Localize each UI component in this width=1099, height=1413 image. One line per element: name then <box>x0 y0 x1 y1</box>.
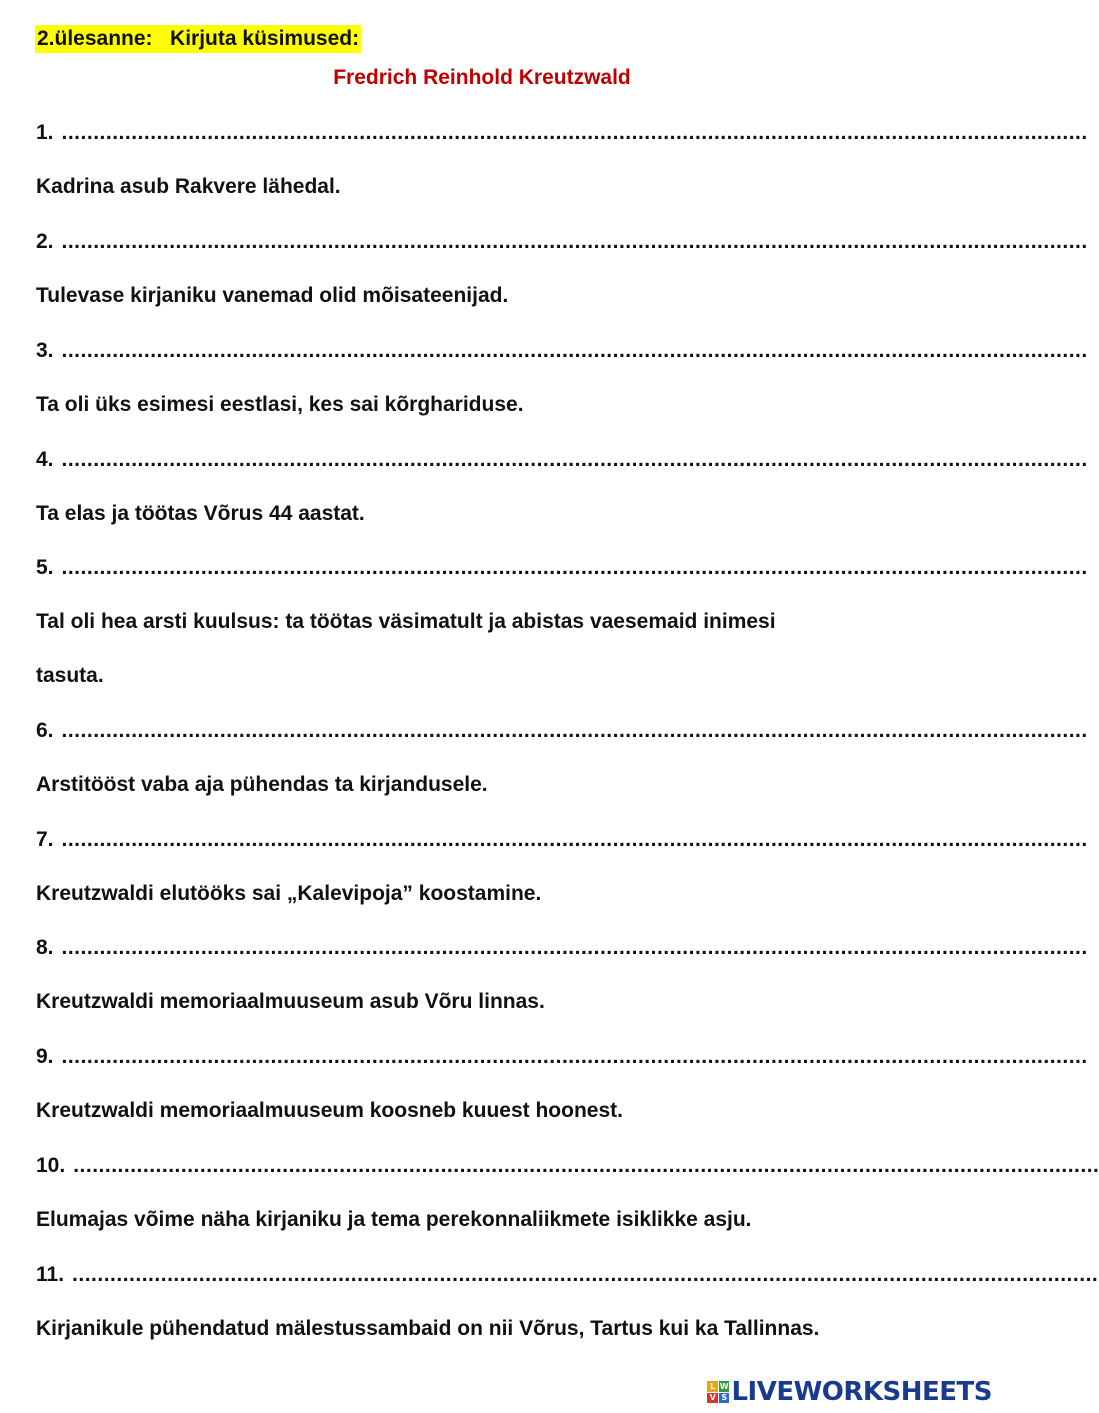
logo-mark-tile: L <box>707 1381 718 1392</box>
logo-mark-tile: V <box>707 1393 718 1404</box>
question-line-4[interactable] <box>36 446 1088 474</box>
answer-8: Kreutzwaldi memoriaalmuuseum asub Võru linnas. <box>36 990 545 1013</box>
answer-1: Kadrina asub Rakvere lähedal. <box>36 175 341 198</box>
question-blank[interactable]: .................................................................................................................................................................. <box>61 556 1088 579</box>
question-number: 7. <box>36 828 54 851</box>
answer-11: Kirjanikule pühendatud mälestussambaid on nii Võrus, Tartus kui ka Tallinnas. <box>36 1317 820 1340</box>
liveworksheets-logo <box>707 1377 992 1407</box>
answer-6: Arstitööst vaba aja pühendas ta kirjandusele. <box>36 773 488 796</box>
question-blank[interactable]: .................................................................................................................................................................. <box>61 828 1088 851</box>
question-blank[interactable]: .................................................................................................................................................................. <box>61 121 1088 144</box>
question-blank[interactable]: .................................................................................................................................................................. <box>61 230 1088 253</box>
question-number: 6. <box>36 719 54 742</box>
logo-text: LIVEWORKSHEETS <box>731 1377 992 1407</box>
question-line-2[interactable] <box>36 228 1088 256</box>
question-number: 8. <box>36 936 54 959</box>
question-line-11[interactable] <box>36 1261 1099 1289</box>
answer-2: Tulevase kirjaniku vanemad olid mõisateenijad. <box>36 284 509 307</box>
question-blank[interactable]: .................................................................................................................................................................. <box>73 1154 1099 1177</box>
question-line-6[interactable] <box>36 717 1088 745</box>
answer-10: Elumajas võime näha kirjaniku ja tema perekonnaliikmete isiklikke asju. <box>36 1208 752 1231</box>
answer-7: Kreutzwaldi elutööks sai „Kalevipoja” koostamine. <box>36 882 542 905</box>
worksheet-title: Fredrich Reinhold Kreutzwald <box>333 66 631 89</box>
question-line-7[interactable] <box>36 826 1088 854</box>
question-blank[interactable]: .................................................................................................................................................................. <box>61 448 1088 471</box>
answer-5: Tal oli hea arsti kuulsus: ta töötas väsimatult ja abistas vaesemaid inimesi <box>36 610 776 633</box>
question-number: 4. <box>36 448 54 471</box>
answer-3: Ta oli üks esimesi eestlasi, kes sai kõrghariduse. <box>36 393 524 416</box>
question-line-9[interactable] <box>36 1043 1088 1071</box>
question-blank[interactable]: .................................................................................................................................................................. <box>61 339 1088 362</box>
question-blank[interactable]: .................................................................................................................................................................. <box>61 719 1088 742</box>
question-number: 2. <box>36 230 54 253</box>
task-heading: 2.ülesanne: Kirjuta küsimused: <box>35 25 361 53</box>
answer-5-continued: tasuta. <box>36 664 104 687</box>
question-number: 3. <box>36 339 54 362</box>
answer-4: Ta elas ja töötas Võrus 44 aastat. <box>36 502 365 525</box>
logo-mark-tile: S <box>719 1393 730 1404</box>
question-number: 9. <box>36 1045 54 1068</box>
question-number: 10. <box>36 1154 66 1177</box>
question-number: 5. <box>36 556 54 579</box>
logo-mark-icon <box>707 1381 729 1403</box>
logo-mark-tile: W <box>719 1381 729 1391</box>
question-line-5[interactable] <box>36 554 1088 582</box>
answer-9: Kreutzwaldi memoriaalmuuseum koosneb kuuest hoonest. <box>36 1099 623 1122</box>
question-blank[interactable]: .................................................................................................................................................................. <box>61 936 1088 959</box>
question-number: 11. <box>36 1263 65 1286</box>
question-line-3[interactable] <box>36 337 1088 365</box>
question-blank[interactable]: .................................................................................................................................................................. <box>61 1045 1088 1068</box>
question-line-8[interactable] <box>36 934 1088 962</box>
question-line-1[interactable] <box>36 119 1088 147</box>
question-number: 1. <box>36 121 54 144</box>
question-line-10[interactable] <box>36 1152 1099 1180</box>
question-blank[interactable]: .................................................................................................................................................................. <box>72 1263 1099 1286</box>
